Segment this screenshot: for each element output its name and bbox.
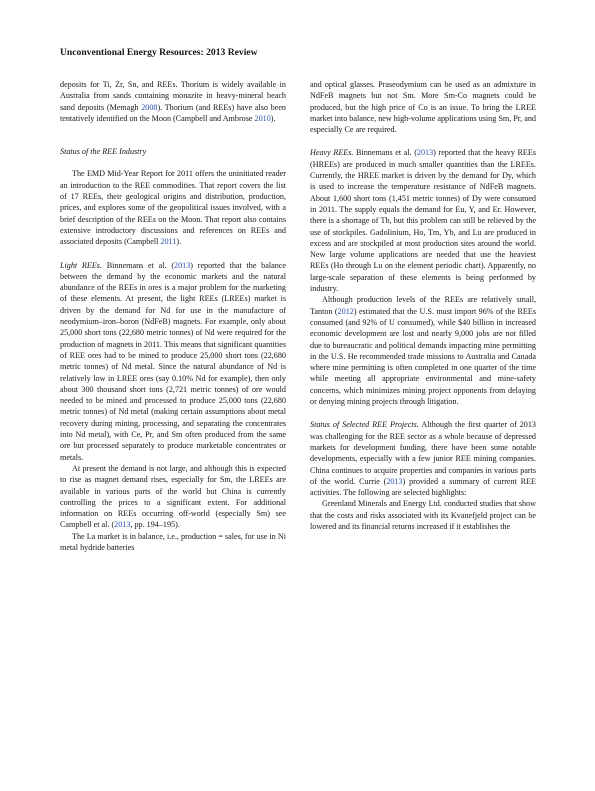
paragraph-emd-report — [60, 168, 286, 247]
citation-link[interactable]: 2013 — [386, 476, 403, 486]
text-run: The EMD Mid-Year Report for 2011 offers the uninitiated reader an introduction to the REE commodities. That report covers the list of 17 REEs, their geological origins and distribution, production, prices, and explores some of the geopolitical issues involved, with a brief description of the REEs on the Moon. That report also contains extensive introductory discussions and references on REEs and associated deposits (Campbell — [60, 169, 286, 247]
text-run: At present the demand is not large, and although this is expected to rise as magnet demand rises, especially for Sm, the LREEs are available in various parts of the world but China is currently controlling the prices to a significant extent. For additional information on REEs occurring off-world (especially Sm) see Campbell et al. ( — [60, 463, 286, 530]
text-run: ) estimated that the U.S. must import 96% of the REEs consumed (and 92% of U consumed), while $40 billion in increased economic development are lost and nearly 9,000 jobs are not filled due to bureaucratic and political demands impacting mine permitting in the U.S. He recommended trade missions to Australia and Canada where mine permitting is often completed in one quarter of the time while meeting all appropriate environmental and mine-safety concerns, which minimizes mining project opponents from delaying or denying mining projects through litigation. — [310, 306, 536, 407]
left-column — [60, 79, 286, 553]
text-run: deposits for Ti, Zr, Sn, and REEs. Thorium is widely available in Australia from sands containing monazite in heavy-mineral beach sand deposits (Memagh — [60, 80, 286, 112]
text-run: Binnemans et al. ( — [353, 148, 417, 158]
citation-link[interactable]: 2011 — [160, 237, 177, 247]
text-run: Although production levels of the REEs are relatively small, Tanton ( — [310, 295, 536, 316]
paragraph-light-rees — [60, 260, 286, 463]
paragraph-demand — [60, 463, 286, 531]
citation-link[interactable]: 2010 — [254, 113, 271, 123]
text-run: ). — [270, 113, 276, 123]
citation-link[interactable]: 2013 — [174, 260, 191, 270]
text-run: ) provided a summary of current REE activities. The following are selected highlights: — [310, 476, 536, 498]
section-heading-status: Status of the REE Industry — [60, 147, 147, 157]
text-run: ). Thorium (and REEs) have also been tentatively identified on the Moon (Campbell and Ambrose — [60, 102, 286, 123]
paragraph-heavy-rees — [310, 147, 536, 294]
run-in-heading: Heavy REEs. — [310, 148, 354, 158]
citation-link[interactable]: 2008 — [141, 102, 158, 112]
paragraph-la-market: The La market is in balance, i.e., production = sales, for use in Ni metal hydride batteries — [60, 531, 286, 552]
text-run: ) reported that the balance between the demand by the economic markets and the natural abundance of the REEs in ores is a major problem for the marketing of these elements. At present, the light REEs (LREEs) market is driven by the demand for Nd for use in the manufacture of neodymium–iron–boron (NdFeB) magnets. For example, only about 25,000 short tons (22,680 metric tonnes) of Nd were required for the production of magnets in 2011. This means that significant quantities of REE ores had to be mined to produce 25,000 short tons (22,680 metric tonnes) of Nd metal. Since the natural abundance of Nd is relatively low in LREE ores (say 0.10% Nd for example), then only about 300 thousand short tons (2,721 metric tonnes) of ore would needed to be mined and processed to produce 25,000 tons (22,680 metric tonnes) of Nd metal (making certain assumptions about metal recovery during mining, processing, and separating the concentrates into Nd metal), with Ce, Pr, and Sm often produced from the same ore but processed separately to produce marketable concentrates or metals. — [60, 260, 286, 462]
paragraph-praseodymium: and optical glasses. Praseodymium can be used as an admixture in NdFeB magnets but not Sm. More Sm-Co magnets could be produced, but the high price of Co is an issue. To bring the LREE market into balance, new high-volume applications using Sm, Pr, and especially Ce are required. — [310, 80, 536, 135]
citation-link[interactable]: 2012 — [337, 306, 354, 316]
text-run: ). — [176, 237, 182, 247]
text-run: , pp. 194–195). — [130, 520, 180, 530]
text-run: Binnemans et al. ( — [102, 260, 175, 270]
run-in-heading: Status of Selected REE Projects. — [310, 420, 419, 430]
citation-link[interactable]: 2013 — [416, 148, 434, 158]
paragraph-production-levels — [310, 294, 536, 407]
text-run: Although the first quarter of 2013 was challenging for the REE sector as a whole because of depressed markets for development funding, there have been some notable developments, especially with a few junior REE mining companies. China continues to acquire properties and companies in various parts of the world. Currie ( — [310, 420, 536, 486]
right-column — [310, 79, 536, 532]
paragraph-selected-projects — [310, 419, 536, 498]
run-in-heading: Light REEs. — [60, 260, 102, 270]
paragraph-thorium — [60, 79, 286, 124]
text-run: ) reported that the heavy REEs (HREEs) are produced in much smaller quantities than the LREEs. Currently, the HREE market is driven by the demand for Dy, which is used to increase the temperature resistance of NdFeB magnets. About 1,600 short tons (1,451 metric tonnes) of Dy were consumed in 2011. The supply equals the demand for Eu, Y, and Er. However, there is a shortage of Tb, but this problem can still be relieved by the use of stockpiles. Gadolinium, Ho, Tm, Yb, and Lu are produced in excess and are stockpiled at most production sites around the world. New large volume applications are needed that use the heaviest REEs (Ho through Lu on the element periodic chart). Apparently, no large-scale separation of these elements is being performed by industry. — [310, 148, 537, 294]
citation-link[interactable]: 2013 — [114, 520, 131, 530]
running-header: Unconventional Energy Resources: 2013 Review — [60, 47, 258, 58]
paragraph-greenland: Greenland Minerals and Energy Ltd. conducted studies that show that the costs and risks associated with its Kvanefjeld project can be lowered and its financial returns increased if it establishes the — [310, 499, 536, 531]
